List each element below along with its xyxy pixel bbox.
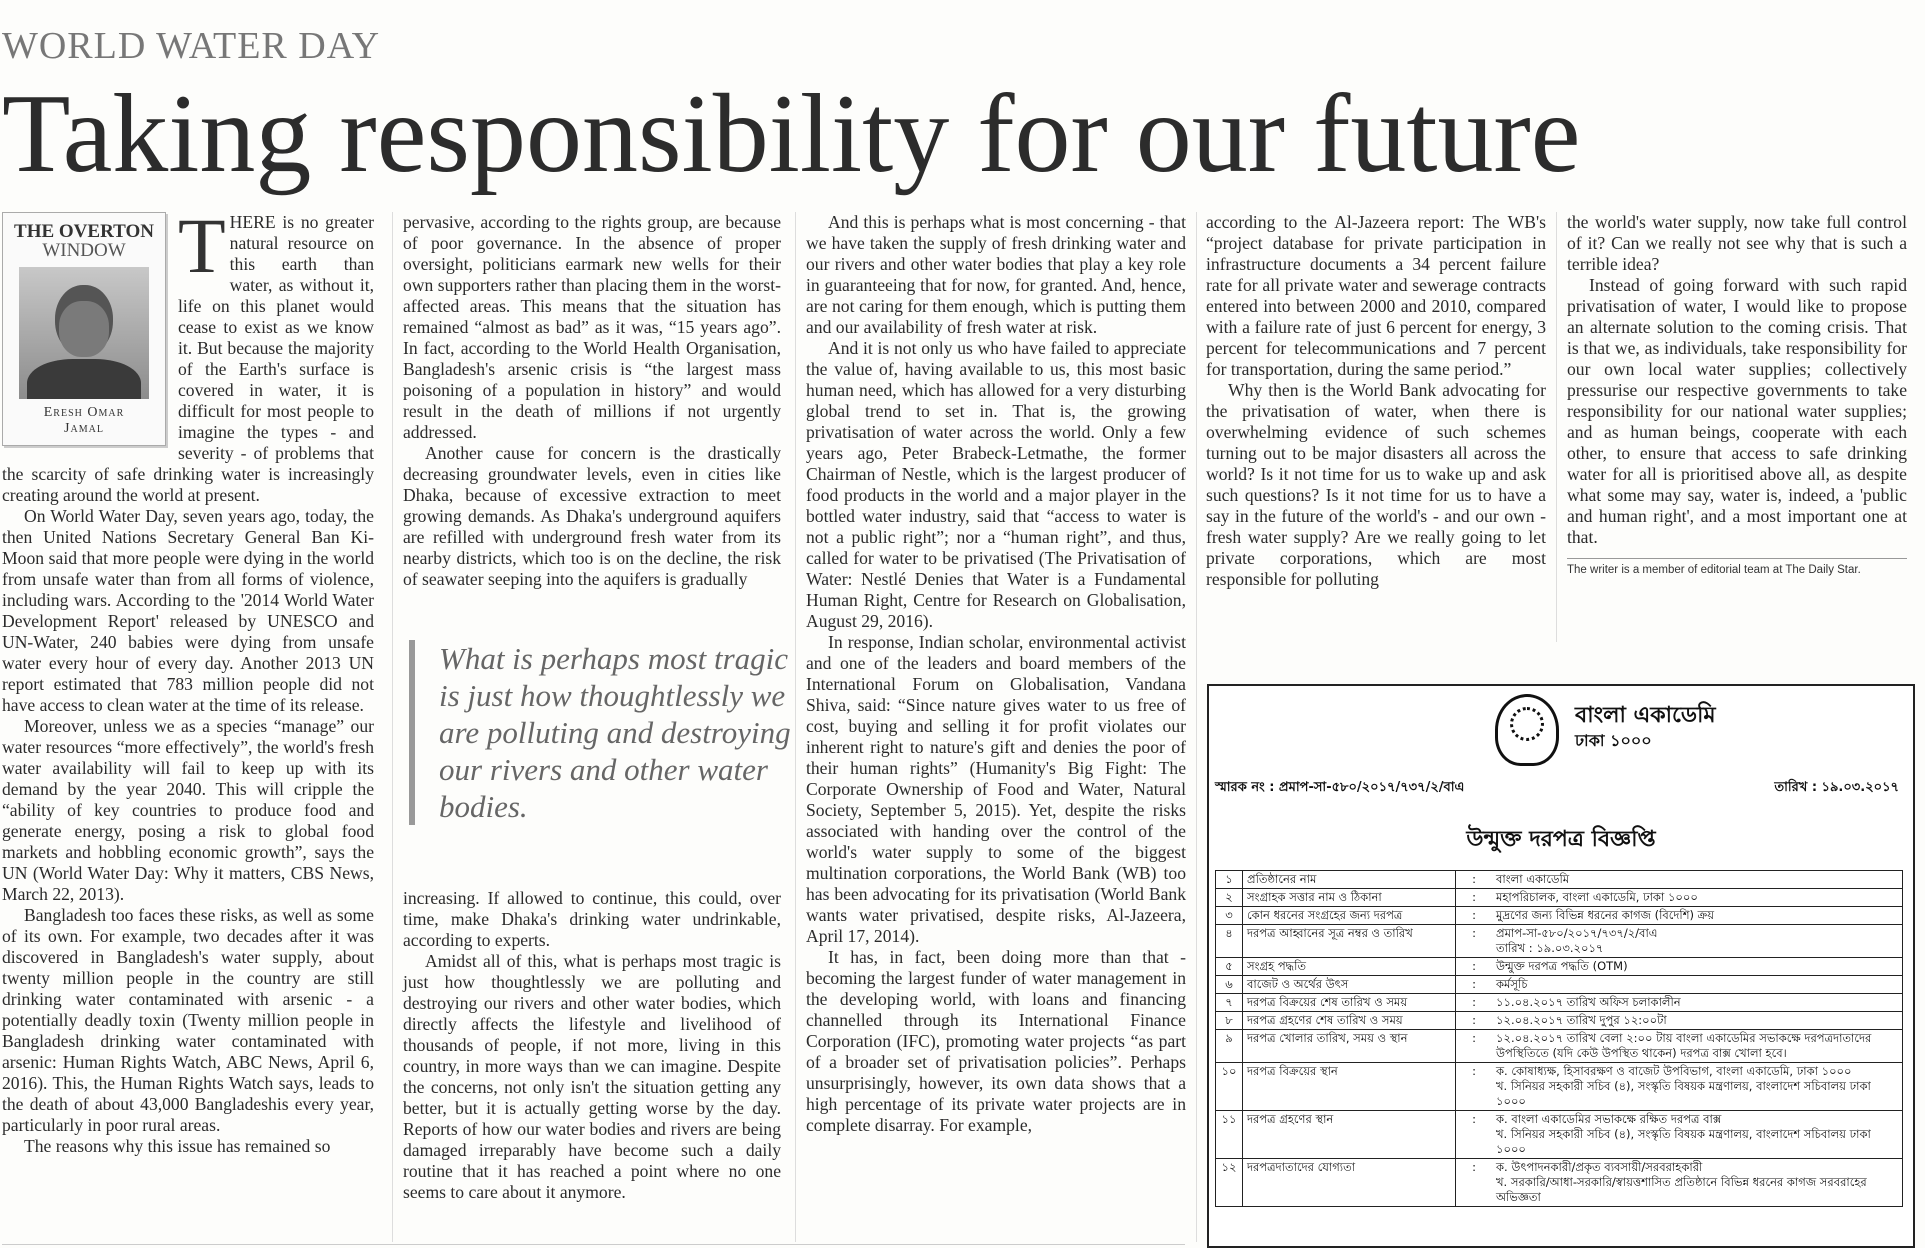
row-value: ক. বাংলা একাডেমির সভাকক্ষে রক্ষিত দরপত্র বাক্স খ. সিনিয়র সহকারী সচিব (৪), সংস্কৃতি বিষয়ক মন্ত্রণালয়, বাংলাদেশ সচিবালয় ঢাকা ১০০০ [1492,1111,1903,1159]
notice-row [1216,1030,1903,1063]
column-title: THE OVERTON [14,221,154,242]
notice-row [1216,889,1903,907]
row-label: সংগ্রহ পদ্ধতি [1243,958,1456,976]
row-label: দরপত্র আহ্বানের সূত্র নম্বর ও তারিখ [1243,925,1456,958]
row-colon: : [1456,1030,1493,1063]
row-label: দরপত্রদাতাদের যোগ্যতা [1243,1159,1456,1207]
paragraph: THERE is no greater natural resource on this earth than water, as without it, life on this planet would cease to exist as we know it. But because the majority of the Earth's surface is covered in water, it is difficult for most people to imagine the types - and severity - of problems that the scarcity of safe drinking water is increasingly creating around the world at present. [2,202,374,505]
row-colon: : [1456,1063,1493,1111]
row-label: সংগ্রাহক সত্তার নাম ও ঠিকানা [1243,889,1456,907]
row-colon: : [1456,1111,1493,1159]
row-number: ৮ [1216,1012,1243,1030]
article-column-4 [1206,212,1546,590]
row-number: ৫ [1216,958,1243,976]
row-number: ২ [1216,889,1243,907]
row-label: দরপত্র বিক্রয়ের স্থান [1243,1063,1456,1111]
paragraph: Why then is the World Bank advocating for the privatisation of water, when there is overwhelming evidence of such schemes turning out to be major disasters all across the world? Is it not time for us to wake up and ask such questions? Is it not time for us to have a say in the future of the world's - and our own - fresh water supply? Are we really going to let private corporations, which are most responsible for polluting [1206,380,1546,589]
row-value: কর্মসূচি [1492,976,1903,994]
row-colon: : [1456,994,1493,1012]
paragraph: And it is not only us who have failed to appreciate the value of, having available to us, this most basic human need, which has allowed for a very disturbing global trend to set in. That is, the growing privatisation of water across the world. Only a few years ago, Peter Brabeck-Letmathe, the former Chairman of Nestle, which is the largest producer of food products in the world and a major player in the bottled water industry, said that “access to water is not a public right”; nor a “human right”, and thus, called for water to be privatised (The Privatisation of Water: Nestlé Denies that Water is a Fundamental Human Right, Centre for Research on Globalisation, August 29, 2016). [806,338,1186,631]
row-value: মুদ্রণের জন্য বিভিন্ন ধরনের কাগজ (বিদেশি) ক্রয় [1492,907,1903,925]
paragraph: Amidst all of this, what is perhaps most tragic is just how thoughtlessly we are polluting and destroying our rivers and other water bodies, which directly affects the lifestyle and livelihood of thousands of people, if not more, living in this country, in more ways than we can imagine. Despite the concerns, not only isn't the situation getting any better, but it is actually getting worse by the day. Reports of how our water bodies and rivers are being damaged irreparably have become such a daily routine that it has reached a point where no one seems to care about it anymore. [403,951,781,1202]
tender-notice-ad [1207,684,1915,1248]
notice-org: বাংলা একাডেমি [1575,703,1716,728]
row-value: বাংলা একাডেমি [1492,871,1903,889]
row-colon: : [1456,1012,1493,1030]
row-value: প্রমাপ-সা-৫৮০/২০১৭/৭৩৭/২/বাএ তারিখ : ১৯.০৩.২০১৭ [1492,925,1903,958]
paragraph: Another cause for concern is the drastically decreasing groundwater levels, even in cities like Dhaka, because of excessive extraction to meet growing demands. As Dhaka's underground aquifers are refilled with underground fresh water from its nearby districts, which too is on the decline, the risk of seawater seeping into the aquifers is gradually [403,443,781,589]
paragraph: pervasive, according to the rights group, are because of poor governance. In the absence of proper oversight, politicians earmark new wells for their own supporters rather than placing them in the worst-affected areas. This means that the situation has remained “almost as bad” as it was, “15 years ago”. In fact, according to the World Health Organisation, Bangladesh's arsenic crisis is “the largest mass poisoning of a population in history” and would result in the death of millions if not urgently addressed. [403,212,781,442]
author-photo [19,267,149,399]
paragraph: increasing. If allowed to continue, this could, over time, make Dhaka's drinking water undrinkable, according to experts. [403,888,781,950]
paragraph: the world's water supply, now take full control of it? Can we really not see why that is such a terrible idea? [1567,212,1907,274]
row-colon: : [1456,958,1493,976]
row-number: ১২ [1216,1159,1243,1207]
paragraph: The reasons why this issue has remained so [24,1136,331,1156]
notice-row [1216,871,1903,889]
row-number: ১ [1216,871,1243,889]
notice-table [1215,870,1903,1207]
notice-row [1216,907,1903,925]
row-number: ৪ [1216,925,1243,958]
article-column-2-continued [403,888,781,1203]
row-value: উন্মুক্ত দরপত্র পদ্ধতি (OTM) [1492,958,1903,976]
notice-city: ঢাকা ১০০০ [1575,731,1652,750]
paragraph: according to the Al-Jazeera report: The WB's “project database for private participation in infrastructure documents a 34 percent failure rate for all private water and sewerage contracts entered into between 2000 and 2010, compared with a failure rate of just 6 percent for energy, 3 percent for telecommunications and 7 percent for transportation, during the same period.” [1206,212,1546,379]
paragraph: On World Water Day, seven years ago, today, the then United Nations Secretary General Ban Ki-Moon said that more people were dying in the world from unsafe water than from all forms of violence, including wars. According to the '2014 World Water Development Report' released by UNESCO and UN-Water, 240 babies were dying from unsafe water every hour of every day. Another 2013 UN report estimated that 783 million people did not have access to clean water at the time of its release. [2,506,374,715]
section-kicker: WORLD WATER DAY [2,25,381,67]
row-colon: : [1456,976,1493,994]
row-label: প্রতিষ্ঠানের নাম [1243,871,1456,889]
notice-row [1216,958,1903,976]
paragraph: Instead of going forward with such rapid privatisation of water, I would like to propose an alternate solution to the coming crisis. That is that we, as individuals, take responsibility for our own local water supplies; collectively pressurise our respective governments to take responsibility for our national water supplies; and as human beings, cooperate with each other, to ensure that access to safe drinking water for all is prioritised above all, as despite what some may say, water is, indeed, a 'public and human right', and a most important one at that. [1567,275,1907,547]
notice-row [1216,994,1903,1012]
academy-emblem-icon [1495,694,1559,766]
notice-row [1216,1159,1903,1207]
row-label: বাজেট ও অর্থের উৎস [1243,976,1456,994]
paragraph: Moreover, unless we as a species “manage” our water resources “more effectively”, the world's fresh water availability will fail to keep up with its demand by the year 2040. This will cripple the “ability of key countries to produce food and generate energy, posing a risk to global food markets and hobbling economic growth”, says the UN (World Water Day: Why it matters, CBS News, March 22, 2013). [2,716,374,904]
article-column-5 [1567,212,1907,578]
row-value: ক. কোষাধ্যক্ষ, হিসাবরক্ষণ ও বাজেট উপবিভাগ, বাংলা একাডেমি, ঢাকা ১০০০ খ. সিনিয়র সহকারী সচিব (৪), সংস্কৃতি বিষয়ক মন্ত্রণালয়, বাংলাদেশ সচিবালয় ঢাকা ১০০০ [1492,1063,1903,1111]
row-label: দরপত্র গ্রহণের স্থান [1243,1111,1456,1159]
row-value: ১২.০৪.২০১৭ তারিখ বেলা ২:০০ টায় বাংলা একাডেমির সভাকক্ষে দরপত্রদাতাদের উপস্থিতিতে (যদি কেউ উপস্থিত থাকেন) দরপত্র বাক্স খোলা হবে। [1492,1030,1903,1063]
pull-quote: What is perhaps most tragic is just how thoughtlessly we are polluting and destroying our rivers and other water bodies. [409,640,791,825]
row-label: দরপত্র খোলার তারিখ, সময় ও স্থান [1243,1030,1456,1063]
row-number: ৯ [1216,1030,1243,1063]
notice-row [1216,1012,1903,1030]
row-label: কোন ধরনের সংগ্রহের জন্য দরপত্র [1243,907,1456,925]
author-name: Eresh Omar Jamal [43,405,125,436]
row-number: ১১ [1216,1111,1243,1159]
paragraph: Bangladesh too faces these risks, as well as some of its own. For example, two decades after it was discovered in Bangladesh's water supply, about twenty million people in the country are still drinking water contaminated with arsenic - a potentially deadly toxin (Twenty million people in Bangladesh drinking water contaminated with arsenic: Human Rights Watch, ABC News, April 6, 2016). This, the Human Rights Watch says, leads to the death of about 43,000 Bangladeshis every year, particularly in poor rural areas. [2,905,374,1135]
paragraph: And this is perhaps what is most concerning - that we have taken the supply of fresh drinking water and our rivers and other water bodies that play a key role in guaranteeing that for now, for granted. And, hence, are not caring for them enough, which is putting them and our availability of fresh water at risk. [806,212,1186,337]
row-value: ১১.০৪.২০১৭ তারিখ অফিস চলাকালীন [1492,994,1903,1012]
row-colon: : [1456,1159,1493,1207]
row-label: দরপত্র গ্রহণের শেষ তারিখ ও সময় [1243,1012,1456,1030]
row-value: মহাপরিচালক, বাংলা একাডেমি, ঢাকা ১০০০ [1492,889,1903,907]
row-colon: : [1456,925,1493,958]
row-number: ১০ [1216,1063,1243,1111]
row-value: ক. উৎপাদনকারী/প্রকৃত ব্যবসায়ী/সরবরাহকারী খ. সরকারি/আধা-সরকারি/স্বায়ত্তশাসিত প্রতিষ্ঠানে বিভিন্ন ধরনের কাগজ সরবরাহের অভিজ্ঞতা [1492,1159,1903,1207]
row-label: দরপত্র বিক্রয়ের শেষ তারিখ ও সময় [1243,994,1456,1012]
row-number: ৩ [1216,907,1243,925]
row-colon: : [1456,889,1493,907]
notice-title: উন্মুক্ত দরপত্র বিজ্ঞপ্তি [1466,827,1656,852]
column-subtitle: WINDOW [42,240,126,261]
row-value: ১২.০৪.২০১৭ তারিখ দুপুর ১২:০০টা [1492,1012,1903,1030]
row-colon: : [1456,907,1493,925]
drop-cap: T [178,202,226,289]
article-column-2 [403,212,781,590]
notice-row [1216,1111,1903,1159]
author-box [2,212,166,446]
headline: Taking responsibility for our future [2,72,1581,196]
notice-ref: স্মারক নং : প্রমাপ-সা-৫৮০/২০১৭/৭৩৭/২/বাএ [1215,780,1465,795]
notice-row [1216,925,1903,958]
row-colon: : [1456,871,1493,889]
row-number: ৭ [1216,994,1243,1012]
notice-date: তারিখ : ১৯.০৩.২০১৭ [1774,780,1899,795]
writer-note: The writer is a member of editorial team at The Daily Star. [1567,558,1907,578]
paragraph: In response, Indian scholar, environmental activist and one of the leaders and board members of the International Forum on Globalisation, Vandana Shiva, said: “Since nature gives water to us free of cost, buying and selling it for profit violates our inherent right to nature's gift and denies the poor of their human rights” (Humanity's Big Fight: The Corporate Ownership of Food and Water, Natural Society, September 5, 2015). Yet, despite the risks associated with handing over the control of the world's water supply to some of the biggest multination corporations, the World Bank (WB) too has been advocating for its privatisation (World Bank wants water privatised, despite risks, Al-Jazeera, April 17, 2014). [806,632,1186,946]
article-column-3 [806,212,1186,1136]
article-column-1 [2,202,374,1157]
notice-row [1216,1063,1903,1111]
bottom-rule [2,1244,1185,1245]
paragraph: It has, in fact, been doing more than that - becoming the largest funder of water management in the developing world, with loans and financing channelled through its International Finance Corporation (IFC), promoting water projects “as part of a broader set of privatisation policies”. Perhaps unsurprisingly, however, its own data shows that a high percentage of its private water projects are in complete disarray. For example, [806,947,1186,1135]
notice-row [1216,976,1903,994]
row-number: ৬ [1216,976,1243,994]
